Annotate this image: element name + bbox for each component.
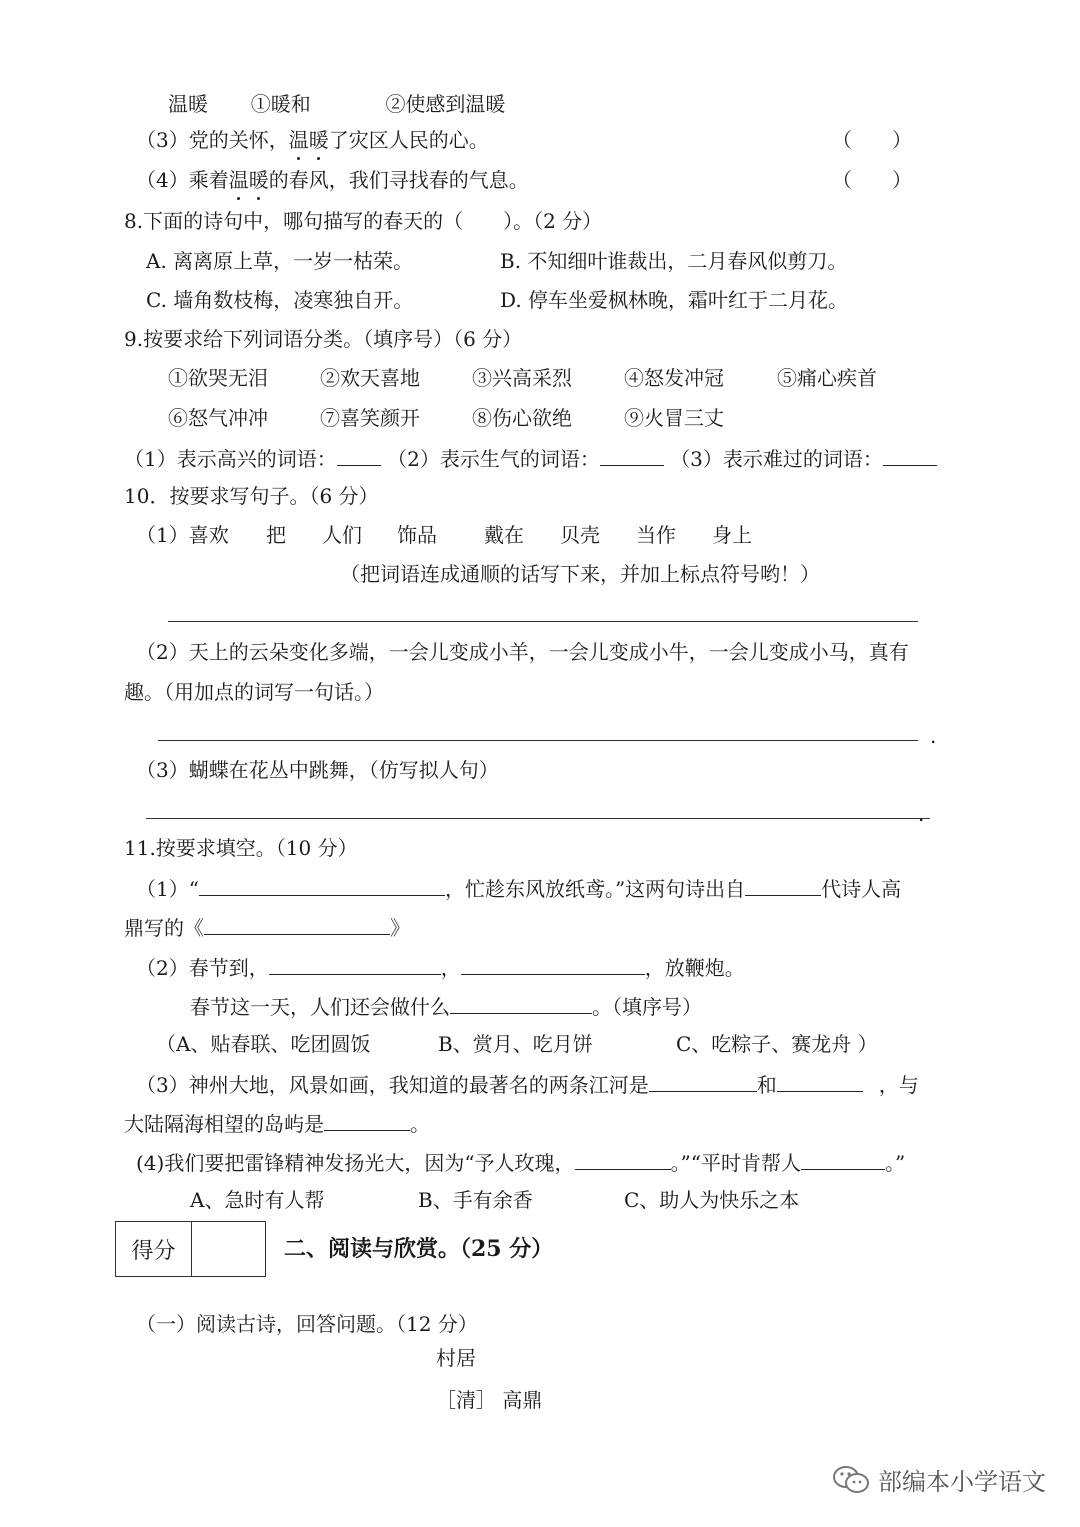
q11-p3-river-blank-2[interactable] [777, 1069, 863, 1092]
q11-p3-text-3: 大陆隔海相望的岛屿是 [124, 1112, 324, 1136]
q10-s1-word: 饰品 [397, 523, 437, 547]
q11-p1-text: ，忙趁东风放纸鸢。”这两句诗出自 [444, 877, 746, 901]
q11-p2-comma: ， [440, 956, 461, 980]
q10-s2-answer-line[interactable] [158, 740, 918, 741]
q11-p2-q-text: 春节这一天，人们还会做什么 [190, 995, 450, 1019]
q9-word-6: ⑥怒气冲冲 [168, 406, 268, 430]
q7-meaning-2: ②使感到温暖 [385, 92, 506, 116]
q9-cat-angry-blank[interactable] [600, 443, 664, 466]
q11-p2-option-b: B、赏月、吃月饼 [438, 1032, 593, 1056]
q11-p1-line-2 [124, 912, 410, 942]
q11-p2-text: （2）春节到， [136, 956, 269, 980]
watermark-text: 部编本小学语文 [878, 1468, 1046, 1496]
q11-p2-line-1 [136, 952, 745, 982]
q11-p3-text: （3）神州大地，风景如画，我知道的最著名的两条江河是 [136, 1073, 649, 1097]
q11-p2-blank-1[interactable] [269, 952, 441, 975]
q11-p1-line-1 [136, 873, 901, 903]
dotted-char: 暖 [248, 168, 269, 192]
q11-p1-poem-blank[interactable] [199, 873, 445, 896]
dotted-char: 温 [288, 128, 309, 152]
q11-p3-river-blank-1[interactable] [649, 1069, 757, 1092]
q7-s4-answer-paren[interactable]: （ ） [832, 168, 912, 192]
q9-cat-sad-label: （3）表示难过的词语： [670, 447, 883, 471]
q11-p4-option-c: C、助人为快乐之本 [624, 1188, 800, 1212]
q10-s1-hint: （把词语连成通顺的话写下来，并加上标点符号哟！） [340, 562, 820, 586]
q11-p4-text: (4)我们要把雷锋精神发扬光大，因为“予人玫瑰， [136, 1151, 575, 1175]
q7-s3-answer-paren[interactable]: （ ） [832, 128, 912, 152]
q7-word: 温暖 [168, 92, 208, 116]
q9-cat-sad-blank[interactable] [883, 443, 937, 466]
q11-p2-option-c: C、吃粽子、赛龙舟 ） [676, 1032, 878, 1056]
q9-word-2: ②欢天喜地 [320, 366, 420, 390]
q10-s1-answer-line[interactable] [168, 621, 918, 622]
q11-p3-text-2: ，与 [878, 1073, 919, 1097]
q11-p3-line-1 [136, 1069, 919, 1099]
q11-p2-q-blank[interactable] [450, 991, 592, 1014]
q11-p2-q-text-2: 。（填序号） [592, 995, 702, 1019]
dotted-char: 暖 [308, 128, 329, 152]
q11-p2-question [190, 991, 702, 1021]
q10-s1-word: 把 [266, 523, 286, 547]
q9-word-1: ①欲哭无泪 [168, 366, 268, 390]
q10-s3: （3）蝴蝶在花丛中跳舞，（仿写拟人句） [136, 758, 499, 782]
q11-p4-line [136, 1147, 905, 1177]
q11-p4-blank-1[interactable] [575, 1147, 671, 1170]
q10-s2-period: . [930, 724, 937, 748]
q11-p1-text-2: 代诗人高 [821, 877, 902, 901]
q7-s3-suffix: 了灾区人民的心。 [328, 128, 489, 152]
q10-s1-word: 身上 [712, 523, 752, 547]
score-box [115, 1221, 266, 1277]
q8-option-d[interactable]: D. 停车坐爱枫林晚，霜叶红于二月花。 [500, 288, 849, 312]
q10-s1-word: 戴在 [484, 523, 524, 547]
score-label: 得分 [116, 1222, 192, 1276]
q9-word-9: ⑨火冒三丈 [624, 406, 724, 430]
q11-p3-island-blank[interactable] [324, 1108, 410, 1131]
q9-title: 9.按要求给下列词语分类。（填序号）（6 分） [124, 327, 523, 351]
q11-p4-option-a: A、急时有人帮 [190, 1188, 325, 1212]
q7-word-meanings [168, 90, 505, 118]
q11-p1-close: 》 [390, 916, 410, 940]
q10-s1-word: 人们 [322, 523, 362, 547]
q7-sentence-4 [136, 166, 529, 194]
q11-p1-open-quote: （1）“ [136, 877, 199, 901]
q9-word-8: ⑧伤心欲绝 [472, 406, 572, 430]
q9-cat-happy-blank[interactable] [337, 443, 381, 466]
q11-p4-text-2: 。”“平时肯帮人 [670, 1151, 802, 1175]
q11-p4-text-3: 。” [885, 1151, 906, 1175]
section-2-title: 二、阅读与欣赏。（25 分） [284, 1236, 554, 1262]
q11-p4-blank-2[interactable] [801, 1147, 885, 1170]
q10-s1-word: 当作 [636, 523, 676, 547]
q11-p3-line-2 [124, 1108, 430, 1138]
q8-option-a[interactable]: A. 离离原上草，一岁一枯荣。 [146, 249, 414, 273]
reading-subsection-1: （一）阅读古诗，回答问题。（12 分） [136, 1312, 478, 1336]
q11-p4-option-b: B、手有余香 [418, 1188, 533, 1212]
q11-p1-dynasty-blank[interactable] [745, 873, 821, 896]
q8-option-b[interactable]: B. 不知细叶谁裁出，二月春风似剪刀。 [500, 249, 848, 273]
q8-title: 8.下面的诗句中，哪句描写的春天的（ ）。（2 分） [124, 209, 603, 233]
wechat-icon [832, 1464, 870, 1496]
q8-option-c[interactable]: C. 墙角数枝梅，凌寒独自开。 [146, 288, 414, 312]
q11-p3-period: 。 [410, 1112, 430, 1136]
q10-s2-line-1: （2）天上的云朵变化多端，一会儿变成小羊，一会儿变成小牛，一会儿变成小马，真有 [136, 640, 909, 664]
dotted-char: 温 [228, 168, 249, 192]
poem-author: ［清］ 高鼎 [436, 1388, 543, 1412]
poem-title: 村居 [436, 1346, 476, 1370]
q7-meaning-1: ①暖和 [250, 92, 311, 116]
q7-s3-prefix: （3）党的关怀， [136, 128, 289, 152]
q10-s2-line-2: 趣。（用加点的词写一句话。） [124, 680, 384, 704]
q9-cat-happy-label: （1）表示高兴的词语： [124, 447, 337, 471]
q7-s4-prefix: （4）乘着 [136, 168, 229, 192]
q9-word-4: ④怒发冲冠 [624, 366, 724, 390]
q11-p2-text-2: ，放鞭炮。 [644, 956, 745, 980]
q10-s3-answer-line[interactable] [146, 818, 930, 819]
q9-categories [124, 443, 937, 473]
q10-s3-period: . [918, 802, 925, 826]
q11-p2-option-a: （A、贴春联、吃团圆饭 [156, 1032, 371, 1056]
q9-cat-angry-label: （2）表示生气的词语： [387, 447, 600, 471]
q10-s1-label: （1）喜欢 [136, 523, 229, 547]
q11-p2-blank-2[interactable] [461, 952, 645, 975]
q10-title: 10．按要求写句子。（6 分） [124, 484, 379, 508]
q11-p3-and: 和 [756, 1073, 777, 1097]
watermark [832, 1462, 1046, 1497]
q7-sentence-3 [136, 126, 489, 154]
q11-p1-title-blank[interactable] [204, 912, 390, 935]
q11-title: 11.按要求填空。（10 分） [124, 836, 358, 860]
q9-word-7: ⑦喜笑颜开 [320, 406, 420, 430]
q10-s1-word: 贝壳 [560, 523, 600, 547]
q11-p1-text-3: 鼎写的《 [124, 916, 204, 940]
q7-s4-suffix: 的春风，我们寻找春的气息。 [268, 168, 529, 192]
q9-word-5: ⑤痛心疾首 [777, 366, 877, 390]
q9-word-3: ③兴高采烈 [472, 366, 572, 390]
